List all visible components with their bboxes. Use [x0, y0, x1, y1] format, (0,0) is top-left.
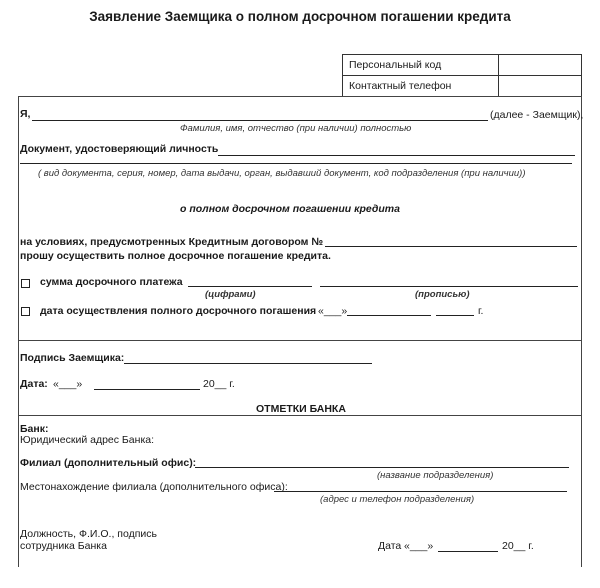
form-frame	[18, 96, 582, 567]
borrower-signature-label: Подпись Заемщика:	[20, 352, 125, 364]
branch-hint: (название подразделения)	[377, 470, 494, 481]
contract-number-field[interactable]	[325, 246, 577, 247]
repayment-date-label: дата осуществления полного досрочного погашения	[40, 305, 317, 317]
personal-code-label: Персональный код	[343, 55, 499, 76]
code-table	[342, 54, 582, 97]
id-doc-label: Документ, удостоверяющий личность	[20, 143, 219, 155]
bank-date-label: Дата	[378, 540, 402, 552]
document-title: Заявление Заемщика о полном досрочном погашении кредита	[89, 9, 511, 24]
amount-digits-field[interactable]	[188, 286, 312, 287]
borrower-name-field[interactable]	[32, 120, 488, 121]
sign-date-day: «___»	[53, 378, 83, 390]
repayment-date-day: «___»	[318, 305, 348, 317]
amount-label: сумма досрочного платежа	[40, 276, 183, 288]
name-hint: Фамилия, имя, отчество (при наличии) полностью	[180, 123, 412, 134]
id-doc-field-2[interactable]	[20, 163, 572, 164]
amount-words-field[interactable]	[320, 286, 578, 287]
branch-location-field[interactable]	[274, 491, 567, 492]
repayment-year-suffix: г.	[478, 305, 484, 317]
bank-label: Банк:	[20, 423, 49, 435]
contact-phone-label: Контактный телефон	[343, 76, 499, 97]
words-hint: (прописью)	[415, 289, 470, 300]
bank-section-divider	[18, 415, 581, 416]
terms-line1: на условиях, предусмотренных Кредитным договором №	[20, 236, 324, 248]
employee-label-1: Должность, Ф.И.О., подпись	[20, 528, 157, 540]
repayment-year-field[interactable]	[436, 315, 474, 316]
i-label: Я,	[20, 108, 31, 120]
terms-line2: прошу осуществить полное досрочное погашение кредита.	[20, 250, 331, 262]
personal-code-field[interactable]	[499, 55, 582, 76]
borrower-signature-field[interactable]	[124, 363, 372, 364]
digits-hint: (цифрами)	[205, 289, 256, 300]
branch-location-label: Местонахождение филиала (дополнительного офиса):	[20, 481, 288, 493]
sign-date-label: Дата:	[20, 378, 48, 390]
repayment-month-field[interactable]	[347, 315, 431, 316]
employee-label-2: сотрудника Банка	[20, 540, 107, 552]
id-doc-field[interactable]	[218, 155, 575, 156]
amount-checkbox[interactable]	[21, 279, 30, 288]
sign-date-month-field[interactable]	[94, 389, 200, 390]
subject-heading: о полном досрочном погашении кредита	[180, 203, 400, 215]
contact-phone-field[interactable]	[499, 76, 582, 97]
branch-location-hint: (адрес и телефон подразделения)	[320, 494, 475, 505]
borrower-suffix: (далее - Заемщик),	[490, 109, 584, 121]
sign-date-year: 20__ г.	[203, 378, 235, 390]
section-divider	[18, 340, 581, 341]
bank-date-day: «___»	[404, 540, 434, 552]
bank-date-year: 20__ г.	[502, 540, 534, 552]
bank-section-header: ОТМЕТКИ БАНКА	[256, 403, 346, 415]
branch-field[interactable]	[195, 467, 569, 468]
branch-label: Филиал (дополнительный офис):	[20, 457, 197, 469]
bank-legal-address-label: Юридический адрес Банка:	[20, 434, 155, 446]
id-doc-hint: ( вид документа, серия, номер, дата выдачи, орган, выдавший документ, код подразделения (при наличии))	[38, 168, 526, 179]
date-checkbox[interactable]	[21, 307, 30, 316]
bank-date-month-field[interactable]	[438, 551, 498, 552]
